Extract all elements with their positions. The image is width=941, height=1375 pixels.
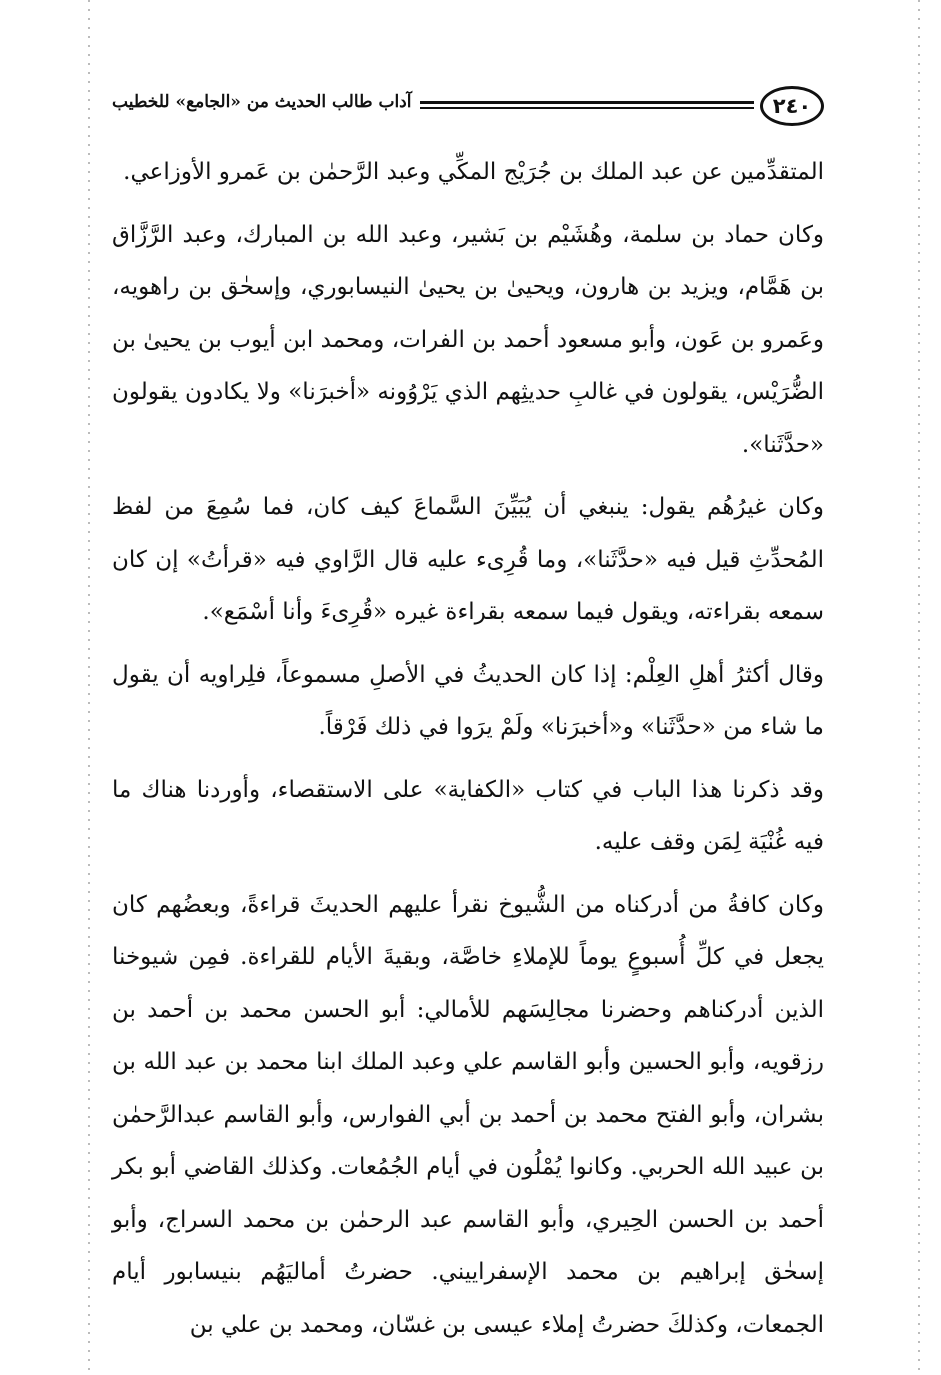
body-text <box>112 146 824 1351</box>
scan-edge-mark-right <box>918 0 920 1375</box>
paragraph: وكان غيرُهُم يقول: ينبغي أن يُبَيِّنَ السَّماعَ كيف كان، فما سُمِعَ من لفظ المُحدِّثِ قيل فيه «حدَّثَنا»، وما قُرِىء عليه قال الرَّاوي فيه «قرأتُ» إن كان سمعه بقراءته، ويقول فيما سمعه بقراءة غيره «قُرِىءَ وأنا أسْمَع». <box>112 494 824 625</box>
paragraph: وكان حماد بن سلمة، وهُشَيْم بن بَشير، وعبد الله بن المبارك، وعبد الرَّزَّاق بن هَمَّام، ويزيد بن هارون، ويحيىٰ بن يحيىٰ النيسابوري، وإسحٰق بن راهويه، وعَمرو بن عَون، وأبو مسعود أحمد بن الفرات، ومحمد ابن أيوب بن يحيىٰ بن الضُّرَيْس، يقولون في غالبِ حديثِهم الذي يَرْوُونه «أخبرَنا» ولا يكادون يقولون «حدَّثَنا». <box>112 221 824 458</box>
running-header <box>112 86 824 132</box>
paragraph: وقد ذكرنا هذا الباب في كتاب «الكفاية» على الاستقصاء، وأوردنا هناك ما فيه غُنْيَة لِمَن وقف عليه. <box>112 776 824 855</box>
paragraph: المتقدِّمين عن عبد الملك بن جُرَيْج المكِّي وعبد الرَّحمٰن بن عَمرو الأوزاعي. <box>123 159 824 185</box>
header-rule-thin <box>420 107 754 109</box>
page-number-badge: ٢٤٠ <box>760 86 824 126</box>
paragraph: وكان كافةُ من أدركناه من الشُّيوخ نقرأ عليهم الحديثَ قراءةً، وبعضُهم كان يجعل في كلِّ أُسبوعٍ يوماً للإملاءِ خاصَّة، وبقيةَ الأيام للقراءة. فمِن شيوخنا الذين أدركناهم وحضرنا مجالِسَهم للأمالي: أبو الحسن محمد بن أحمد بن رزقويه، وأبو الحسين وأبو القاسم علي وعبد الملك ابنا محمد بن عبد الله بن بشران، وأبو الفتح محمد بن أحمد بن أبي الفوارس، وأبو القاسم عبدالرَّحمٰن بن عبيد الله الحربي. وكانوا يُمْلُون في أيام الجُمُعات. وكذلك القاضي أبو بكر أحمد بن الحسن الحِيري، وأبو القاسم عبد الرحمٰن بن محمد السراج، وأبو إسحٰق إبراهيم بن محمد الإسفراييني. حضرتُ أماليَهُم بنيسابور أيام الجمعات، وكذلكَ حضرتُ إملاء عيسى بن غسّان، ومحمد بن علي بن <box>112 891 824 1338</box>
paragraph: وقال أكثرُ أهلِ العِلْم: إذا كان الحديثُ في الأصلِ مسموعاً، فلِراويه أن يقول ما شاء من «حدَّثَنا» و«أخبرَنا» ولَمْ يرَوا في ذلك فَرْقاً. <box>112 661 824 740</box>
scan-edge-mark-left <box>88 0 90 1375</box>
running-title: آداب طالب الحديث من «الجامع» للخطيب <box>112 92 412 112</box>
header-rule-thick <box>420 101 754 104</box>
header-double-rule <box>420 101 754 111</box>
